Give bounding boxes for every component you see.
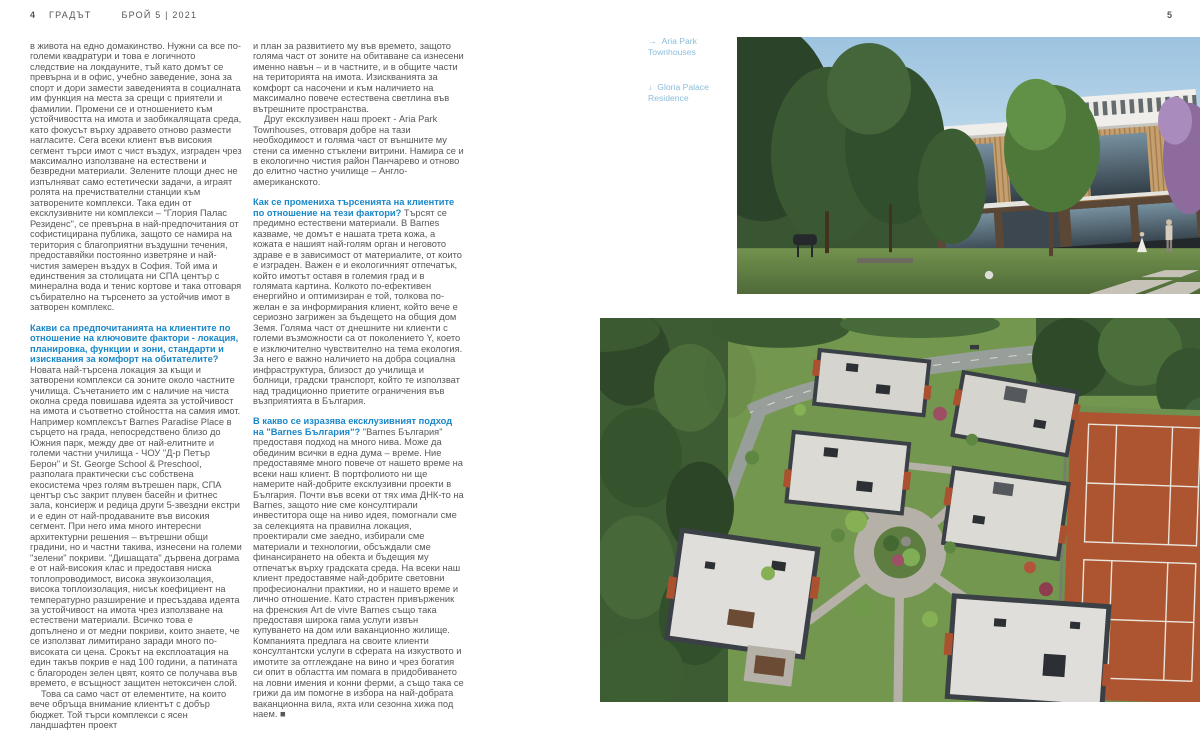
header-right bbox=[1167, 10, 1172, 20]
caption-gloria-palace bbox=[648, 82, 734, 104]
caption-aria-park bbox=[648, 36, 734, 58]
article-column-2 bbox=[253, 41, 465, 720]
aerial-render bbox=[600, 318, 1200, 702]
pergola-area bbox=[744, 645, 796, 686]
article-paragraph: Новата най-търсена локация за къщи и затворени комплекси са зоните около частните училища. Съчетанието им с наличие на чиста околна среда повишава идеята за устойчивост на имота и съответно стойността на самия имот. Например комплексът Barnes Paradise Place в сърцето на града, непосредствено близо до Южния парк, между две от най-елитните и големи частни училища - ЧОУ "Д-р Петър Берон" и St. George School & Preschool, разполага практически със собствена екосистема чрез голям вътрешен парк, СПА център със закрит плувен басейн и фитнес зала, консиерж и редица други 5-звездни екстри и е един от най-продаваните във високия сегмент. При него има много интересни архитектурни решения – вътрешни общи градини, но и частни такива, изнесени на големи "зелени" покриви. "Дишащата" дървена дограма е от най-високия клас и предоставя ниска топлопроводимост, висока звукоизолация, висока топлоизолация, нисък коефициент на температурно разширение и пресъздава идеята за устойчивост на имота чрез използване на естествени материали. Всичко това е допълнено и от медни покриви, които знаете, че се използват лимитирано заради много по-високата си цена. Срокът на експлоатация на един такъв покрив е над 100 години, а патината с благороден зелен цвят, която се получава във времето, е всъщност защитен нетоксичен слой. bbox=[30, 364, 242, 689]
issue-label: БРОЙ 5 | 2021 bbox=[121, 10, 198, 20]
article-paragraph: Друг ексклузивен наш проект - Aria Park Townhouses, отговаря добре на тази необходимост и голяма част от външните му стени са именно стъклени витрини. Намира се и в екологично чистия район Панчарево и отново до елитно частно училище – Англо-американското. bbox=[253, 114, 464, 187]
aria-park-townhouses-photo bbox=[737, 37, 1200, 294]
header-left bbox=[30, 10, 197, 20]
magazine-title: ГРАДЪТ bbox=[49, 10, 92, 20]
arrow-down-icon: ↓ bbox=[648, 82, 653, 92]
photo-captions bbox=[648, 36, 734, 128]
arrow-right-icon: → bbox=[648, 36, 657, 46]
article-paragraph: Това са само част от елементите, на които вече обръща внимание клиентът с добър бюджет. Той търси комплекси с ясен ландшафтен проект bbox=[30, 688, 227, 730]
caption-label: Aria Park Townhouses bbox=[648, 36, 697, 57]
caption-label: Gloria Palace Residence bbox=[648, 82, 709, 103]
article-heading: Как се промениха търсенията на клиентите по отношение на тези фактори? Търсят се предимно естествени материали. В Barnes казваме, че домът е нашата трета кожа, а кожата е нашият най-голям орган и неговото здраве е в зависимост от материалите, от които е изграден. Важен е и екологичният отпечатък, който имотът оставя в големия град и в голямата картина. Колкото по-ефективен енергийно и оптимизиран е той, толкова по-желан е за информирания клиент, който вече е сериозно загрижен за бъдещето на общия дом Земя. Голяма част от днешните ни клиенти с големи възможности са от поколението Y, което е изключително чувствително на тема екология. За него е важно наличието на добра социална инфраструктура, близост до училища и болници, градски транспорт, който те използват над традиционно приетите ограничения във възприятията в България. bbox=[253, 197, 463, 406]
article-column-1 bbox=[30, 41, 242, 730]
townhouse-render bbox=[737, 37, 1200, 294]
gloria-palace-aerial-photo bbox=[600, 318, 1200, 702]
inline-question-heading: Как се промениха търсенията на клиентите по отношение на тези фактори? bbox=[253, 197, 455, 218]
article-paragraph: в живота на едно домакинство. Нужни са все по-големи квадратури и това е логичното следствие на локдауните, тъй като домът се превърна и в офис, учебно заведение, зона за спорт и дори замести заведенията в социалната им функция на места за срещи с приятели и фамилии. Промени се и отношението към устойчивостта на имота и заобикалящата среда, като фокусът върху здравето отново размести нагласите. Сега всеки клиент във високия сегмент търси имот с чист въздух, изграден чрез максимално използване на естествени и безвредни материали. Зелените площи днес не изпълняват само естетически задачи, а играят ролята на пречиствателни станции към затворените комплекси. Така един от ексклузивните ни комплекси – "Глория Палас Резиденс", се превърна в най-предпочитания от софистицирана публика, защото се намира на територия с благоприятни въздушни течения, предоставяйки постоянно изветряне и най-чистия замерен въздух в София. Той има и единствения за столицата ни СПА център с минерална вода и тенис кортове и така отговаря събирателно на търсенето за устойчив имот в затворен комплекс. bbox=[30, 41, 242, 313]
page-number-right: 5 bbox=[1166, 10, 1172, 20]
inline-question-heading: В какво се изразява ексклузивният подход на "Barnes България"? bbox=[253, 416, 453, 437]
article-heading: Какви са предпочитанията на клиентите по отношение на ключовите фактори - локация, планировка, функции и зони, стандарти и изисквания за комфорт на обитателите? bbox=[30, 322, 239, 365]
article-paragraph: и план за развитието му във времето, защото голяма част от зоните на обитаване са изнесени именно навън – и в частните, и в общите части на територията на имота. Изискванията за комфорт са насочени и към наличието на максимално повече естествена светлина във вътрешните пространства. bbox=[253, 41, 464, 114]
page-number-left: 4 bbox=[30, 10, 36, 20]
article-heading: В какво се изразява ексклузивният подход на "Barnes България"? "Barnes България" предоставя подход на много нива. Може да обединим всички в една дума – време. Ние предоставяме много повече от нашето време на всеки наш клиент. В портфолиото ни ще намерите най-добрите ексклузивни проекти в България. Почти във всеки от тях има ДНК-то на Barnes, защото ние сме консултирали инвеститора още на ниво идея, помогнали сме за селекцията на правилна локация, проектирали сме заедно, избирали сме материали и технологии, обсъждали сме финансирането на обекта и бъдещия му отпечатък върху градската среда. На всеки наш клиент предоставяме най-добрите световни професионални практики, но и нашето време и лично отношение. Като страстен привърженик на френския Art de vivre Barnes също така предоставя широка гама услуги извън купуването на дом или ваканционно жилище. Компанията предлага на своите клиенти консултантски услуги в сферата на изкуството и имотите за отглеждане на вино и чрез богатия си опит в областта им помага в придобиването на ловни имения и конни ферми, а също така се грижи да им помогне в избора на най-добрата ваканционна вила, яхта или сезонна хижа под наем. ■ bbox=[253, 416, 464, 720]
